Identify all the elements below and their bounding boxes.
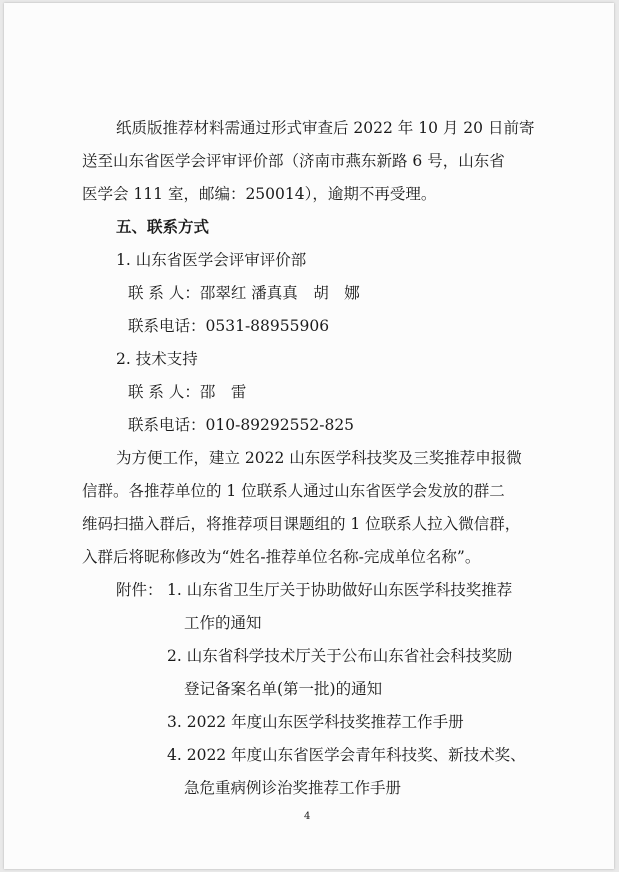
unit2-contacts: 联 系 人：邵 雷	[128, 383, 247, 401]
unit2-title: 2. 技术支持	[116, 350, 198, 368]
submission-line-3: 医学会 111 室，邮编：250014），逾期不再受理。	[82, 185, 437, 203]
wechat-line-2: 信群。各推荐单位的 1 位联系人通过山东省医学会发放的群二	[82, 482, 505, 500]
wechat-line-1: 为方便工作，建立 2022 山东医学科技奖及三奖推荐申报微	[116, 449, 522, 467]
attachment-1-line-1: 1. 山东省卫生厅关于协助做好山东医学科技奖推荐	[167, 581, 513, 599]
unit1-title: 1. 山东省医学会评审评价部	[116, 251, 307, 269]
unit2-phone: 联系电话：010-89292552-825	[128, 416, 355, 434]
contact-section-heading: 五、联系方式	[116, 218, 210, 236]
attachment-2-line-2: 登记备案名单(第一批)的通知	[184, 680, 383, 698]
attachments-label: 附件：	[116, 581, 163, 599]
attachment-2-line-1: 2. 山东省科学技术厅关于公布山东省社会科技奖励	[167, 647, 513, 665]
unit1-phone: 联系电话：0531-88955906	[128, 317, 330, 335]
submission-line-2: 送至山东省医学会评审评价部（济南市燕东新路 6 号，山东省	[82, 152, 505, 170]
unit1-contacts: 联 系 人：邵翠红 潘真真 胡 娜	[128, 284, 360, 302]
attachment-4-line-2: 急危重病例诊治奖推荐工作手册	[184, 779, 402, 797]
attachment-1-line-2: 工作的通知	[184, 614, 262, 632]
wechat-line-4: 入群后将昵称修改为“姓名-推荐单位名称-完成单位名称”。	[82, 548, 481, 566]
page-number: 4	[304, 811, 311, 822]
attachment-4-line-1: 4. 2022 年度山东省医学会青年科技奖、新技术奖、	[167, 746, 526, 764]
wechat-line-3: 维码扫描入群后，将推荐项目课题组的 1 位联系人拉入微信群，	[82, 515, 521, 533]
document-page	[4, 3, 614, 869]
attachment-3: 3. 2022 年度山东医学科技奖推荐工作手册	[167, 713, 464, 731]
submission-line-1: 纸质版推荐材料需通过形式审查后 2022 年 10 月 20 日前寄	[116, 119, 535, 137]
